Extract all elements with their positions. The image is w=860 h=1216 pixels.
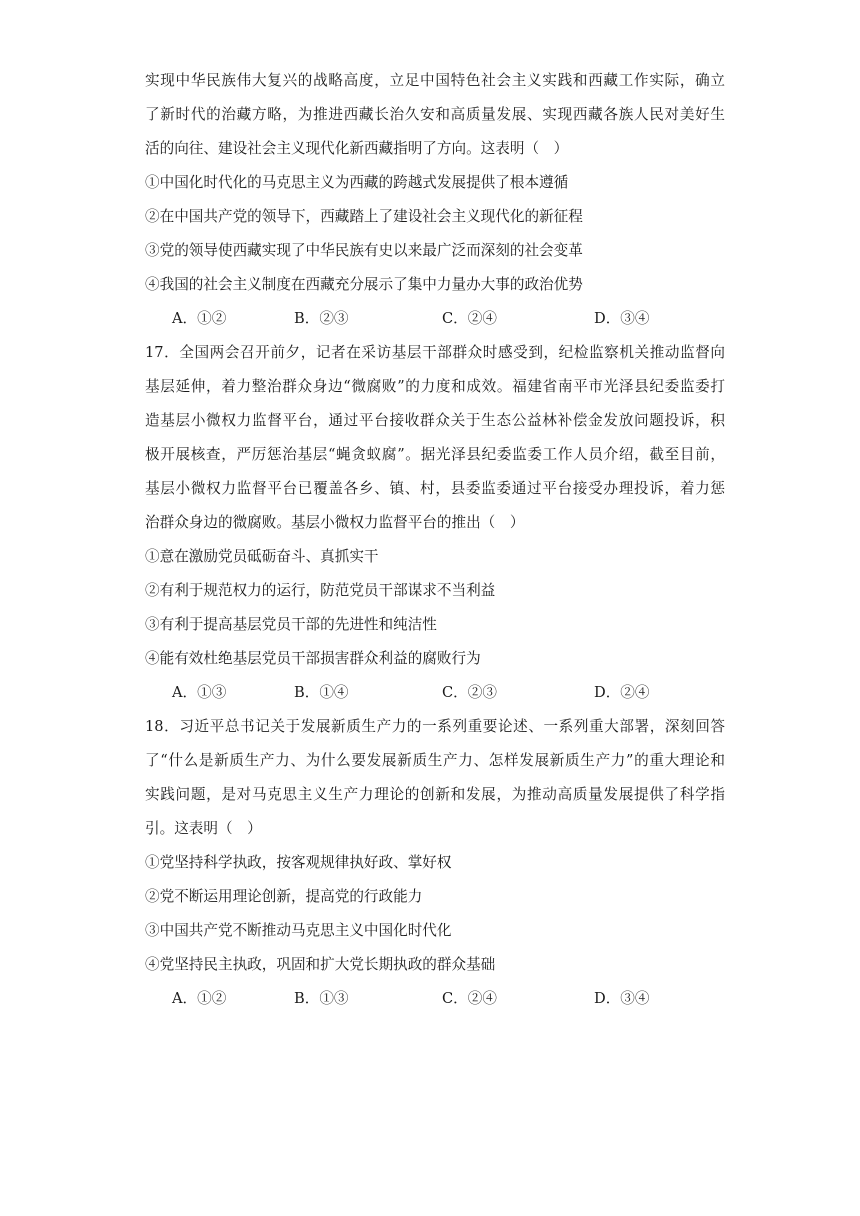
question-17-stem-line-5: 基层小微权力监督平台已覆盖各乡、镇、村，县委监委通过平台接受办理投诉，着力惩 — [145, 480, 725, 497]
question-17-stem-line-6: 治群众身边的微腐败。基层小微权力监督平台的推出（ ） — [145, 514, 525, 531]
question-17-stem-line-4: 极开展核查，严厉惩治基层“蝇贪蚁腐”。据光泽县纪委监委工作人员介绍，截至目前， — [145, 446, 725, 463]
question-17-statement-4: ④能有效杜绝基层党员干部损害群众利益的腐败行为 — [145, 650, 481, 667]
question-16-option-c[interactable]: C．②④ — [442, 310, 497, 327]
question-18-option-b[interactable]: B．①③ — [294, 990, 349, 1007]
question-17-option-a[interactable]: A．①③ — [172, 684, 227, 701]
question-17-statement-1: ①意在激励党员砥砺奋斗、真抓实干 — [145, 548, 379, 565]
question-17-statement-2: ②有利于规范权力的运行，防范党员干部谋求不当利益 — [145, 582, 496, 599]
question-17-option-b[interactable]: B．①④ — [294, 684, 349, 701]
question-18-statement-2: ②党不断运用理论创新，提高党的行政能力 — [145, 888, 423, 905]
question-17-stem-line-1: 17．全国两会召开前夕，记者在采访基层干部群众时感受到，纪检监察机关推动监督向 — [145, 344, 725, 361]
question-18-stem-line-1: 18．习近平总书记关于发展新质生产力的一系列重要论述、一系列重大部署，深刻回答 — [145, 718, 725, 735]
question-18-statement-3: ③中国共产党不断推动马克思主义中国化时代化 — [145, 922, 452, 939]
question-16-option-a[interactable]: A．①② — [172, 310, 227, 327]
question-18-option-d[interactable]: D．③④ — [594, 990, 650, 1007]
question-16-stem-line-1: 实现中华民族伟大复兴的战略高度，立足中国特色社会主义实践和西藏工作实际，确立 — [145, 72, 725, 89]
question-17-option-c[interactable]: C．②③ — [442, 684, 497, 701]
question-17-stem-line-2: 基层延伸，着力整治群众身边“微腐败”的力度和成效。福建省南平市光泽县纪委监委打 — [145, 378, 725, 395]
question-16-option-d[interactable]: D．③④ — [594, 310, 650, 327]
question-16-statement-1: ①中国化时代化的马克思主义为西藏的跨越式发展提供了根本遵循 — [145, 174, 569, 191]
question-18-statement-1: ①党坚持科学执政，按客观规律执好政、掌好权 — [145, 854, 452, 871]
question-16-statement-2: ②在中国共产党的领导下，西藏踏上了建设社会主义现代化的新征程 — [145, 208, 583, 225]
question-16-option-b[interactable]: B．②③ — [294, 310, 349, 327]
question-18-statement-4: ④党坚持民主执政，巩固和扩大党长期执政的群众基础 — [145, 956, 496, 973]
question-17-option-d[interactable]: D．②④ — [594, 684, 650, 701]
question-18-option-a[interactable]: A．①② — [172, 990, 227, 1007]
question-17-statement-3: ③有利于提高基层党员干部的先进性和纯洁性 — [145, 616, 437, 633]
question-17-stem-line-3: 造基层小微权力监督平台，通过平台接收群众关于生态公益林补偿金发放问题投诉，积 — [145, 412, 725, 429]
question-18-stem-line-2: 了“什么是新质生产力、为什么要发展新质生产力、怎样发展新质生产力”的重大理论和 — [145, 752, 725, 769]
question-16-statement-3: ③党的领导使西藏实现了中华民族有史以来最广泛而深刻的社会变革 — [145, 242, 583, 259]
question-16-stem-line-2: 了新时代的治藏方略，为推进西藏长治久安和高质量发展、实现西藏各族人民对美好生 — [145, 106, 725, 123]
question-16-statement-4: ④我国的社会主义制度在西藏充分展示了集中力量办大事的政治优势 — [145, 276, 583, 293]
question-18-stem-line-3: 实践问题，是对马克思主义生产力理论的创新和发展，为推动高质量发展提供了科学指 — [145, 786, 725, 803]
question-18-option-c[interactable]: C．②④ — [442, 990, 497, 1007]
question-16-stem-line-3: 活的向往、建设社会主义现代化新西藏指明了方向。这表明（ ） — [145, 140, 569, 157]
question-18-stem-line-4: 引。这表明（ ） — [145, 820, 262, 837]
